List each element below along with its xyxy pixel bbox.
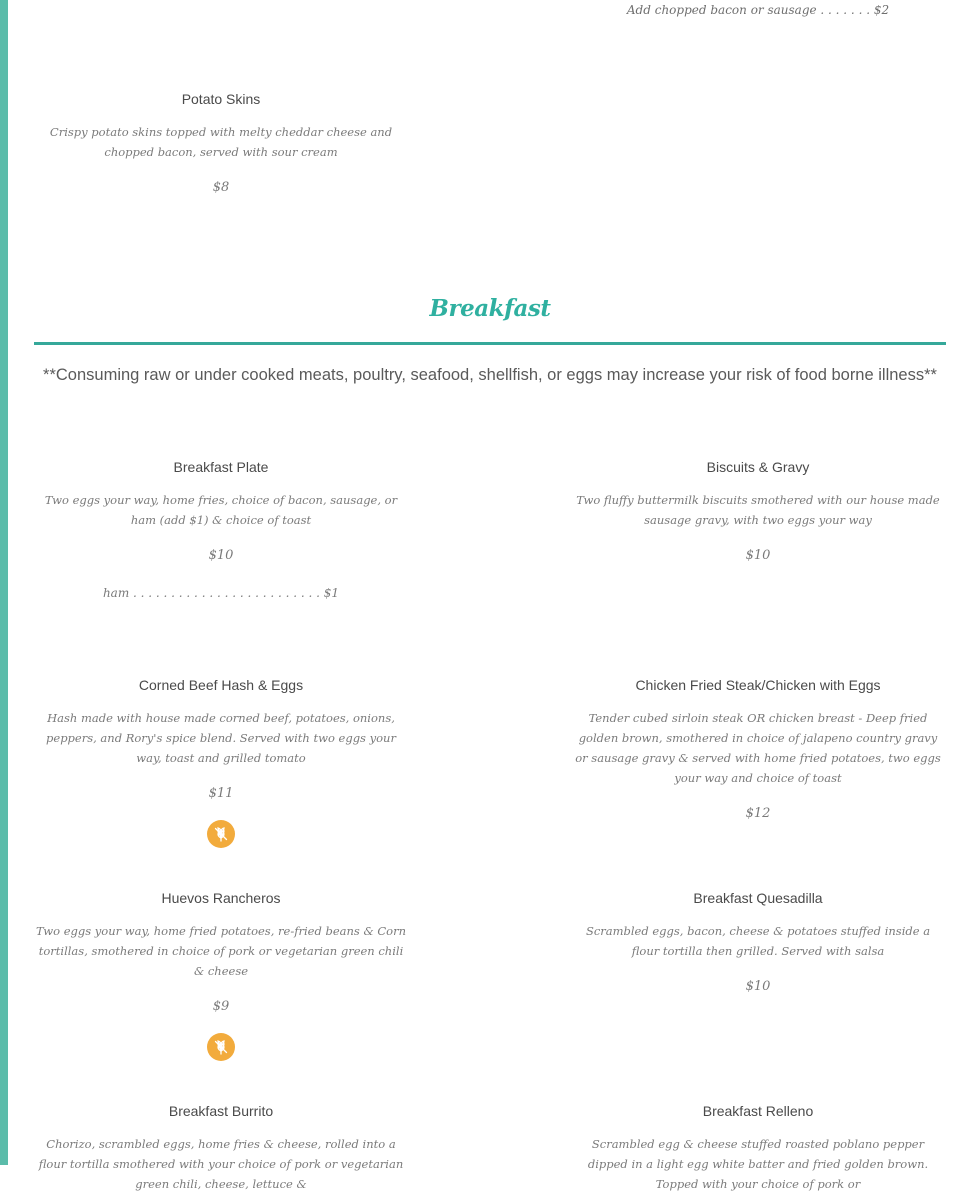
gluten-free-icon xyxy=(207,820,235,848)
item-price: $10 xyxy=(745,548,771,563)
item-price: $8 xyxy=(212,180,230,195)
menu-item-huevos-rancheros xyxy=(34,889,408,1061)
menu-item-breakfast-plate xyxy=(34,458,408,602)
section-title: Breakfast xyxy=(429,295,551,322)
item-description: Scrambled eggs, bacon, cheese & potatoes stuffed inside a flour tortilla then grilled. Served with salsa xyxy=(585,924,931,958)
menu-item-corned-beef-hash xyxy=(34,676,408,848)
item-price: $12 xyxy=(745,806,771,821)
item-price: $9 xyxy=(212,999,230,1014)
menu-item-breakfast-quesadilla xyxy=(571,889,945,997)
section-divider xyxy=(34,342,946,345)
item-name: Breakfast Burrito xyxy=(168,1103,274,1119)
item-name: Chicken Fried Steak/Chicken with Eggs xyxy=(635,677,881,693)
item-price: $10 xyxy=(208,548,234,563)
item-name: Biscuits & Gravy xyxy=(706,459,810,475)
item-description: Tender cubed sirloin steak OR chicken breast - Deep fried golden brown, smothered in choice of jalapeno country gravy or sausage gravy & served with home fried potatoes, two eggs your way and choice of toast xyxy=(575,711,941,785)
item-price: $11 xyxy=(208,786,234,801)
menu-item-biscuits-gravy xyxy=(571,458,945,566)
left-accent-bar xyxy=(0,0,8,1165)
item-description: Two fluffy buttermilk biscuits smothered with our house made sausage gravy, with two eggs your way xyxy=(576,493,940,527)
item-price: $10 xyxy=(745,979,771,994)
item-name: Breakfast Relleno xyxy=(702,1103,814,1119)
food-safety-warning: **Consuming raw or under cooked meats, poultry, seafood, shellfish, or eggs may increase your risk of food borne illness** xyxy=(43,366,937,384)
menu-item-breakfast-relleno xyxy=(571,1102,945,1194)
item-description: Scrambled egg & cheese stuffed roasted poblano pepper dipped in a light egg white batter and fried golden brown. Topped with your choice of pork or xyxy=(587,1137,929,1191)
gluten-free-icon xyxy=(207,1033,235,1061)
bacon-addon: Add chopped bacon or sausage . . . . . . . $2 xyxy=(626,3,890,17)
item-description: Hash made with house made corned beef, potatoes, onions, peppers, and Rory's spice blend. Served with two eggs your way, toast and grilled tomato xyxy=(46,711,396,765)
item-name: Huevos Rancheros xyxy=(161,890,281,906)
item-name: Potato Skins xyxy=(181,91,261,107)
menu-item-potato-skins xyxy=(34,90,408,198)
item-name: Breakfast Plate xyxy=(173,459,269,475)
item-name: Corned Beef Hash & Eggs xyxy=(138,677,304,693)
menu-item-chicken-fried-steak xyxy=(571,676,945,824)
item-addon: ham . . . . . . . . . . . . . . . . . . . . . . . . . $1 xyxy=(102,586,340,600)
item-description: Crispy potato skins topped with melty cheddar cheese and chopped bacon, served with sour cream xyxy=(49,125,393,159)
item-description: Chorizo, scrambled eggs, home fries & cheese, rolled into a flour tortilla smothered with your choice of pork or vegetarian green chili, cheese, lettuce & xyxy=(38,1137,404,1191)
item-name: Breakfast Quesadilla xyxy=(693,890,823,906)
menu-item-breakfast-burrito xyxy=(34,1102,408,1194)
item-description: Two eggs your way, home fries, choice of bacon, sausage, or ham (add $1) & choice of toast xyxy=(44,493,398,527)
item-description: Two eggs your way, home fried potatoes, re-fried beans & Corn tortillas, smothered in choice of pork or vegetarian green chili & cheese xyxy=(36,924,406,978)
